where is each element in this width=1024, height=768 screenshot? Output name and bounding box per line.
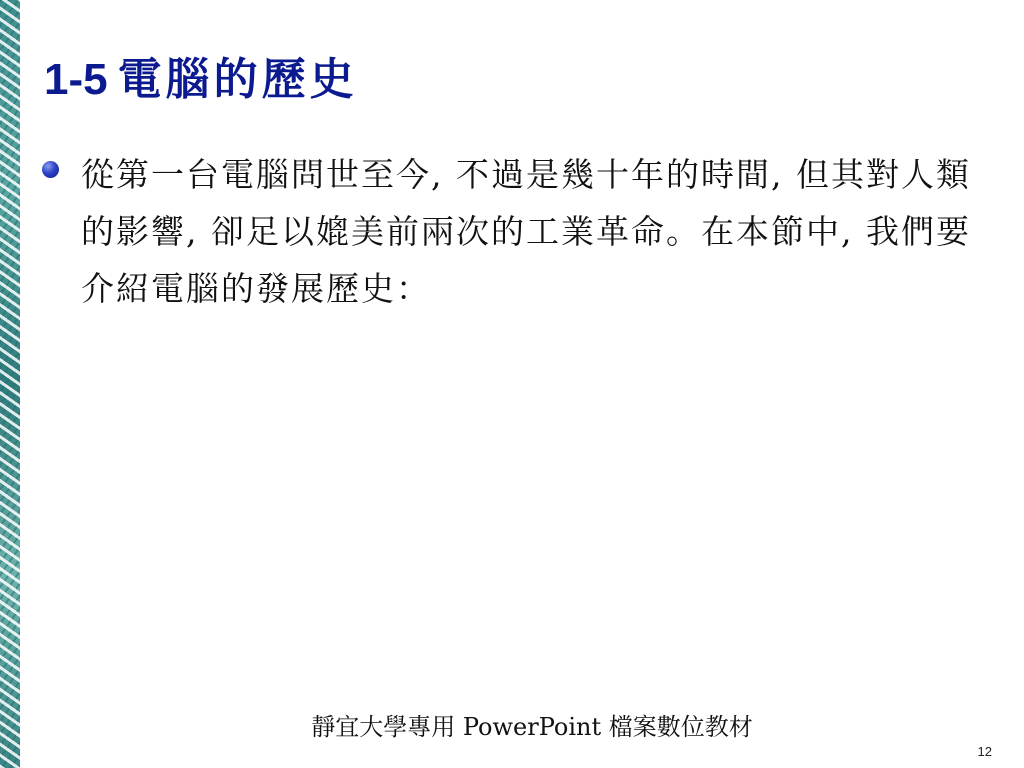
bullet-icon <box>42 161 59 178</box>
bullet-item <box>42 146 992 317</box>
slide-title <box>44 52 358 108</box>
slide-footer: 靜宜大學專用 PowerPoint 檔案數位教材 <box>311 713 753 741</box>
bullet-text: 從第一台電腦問世至今, 不過是幾十年的時間, 但其對人類的影響, 卻足以媲美前兩次的工業革命。在本節中, 我們要介紹電腦的發展歷史： <box>81 155 971 308</box>
decorative-side-strip <box>0 0 20 768</box>
slide-title-number: 1-5 <box>44 55 108 104</box>
page-number: 12 <box>977 744 992 759</box>
slide-title-text: 電腦的歷史 <box>117 54 358 105</box>
